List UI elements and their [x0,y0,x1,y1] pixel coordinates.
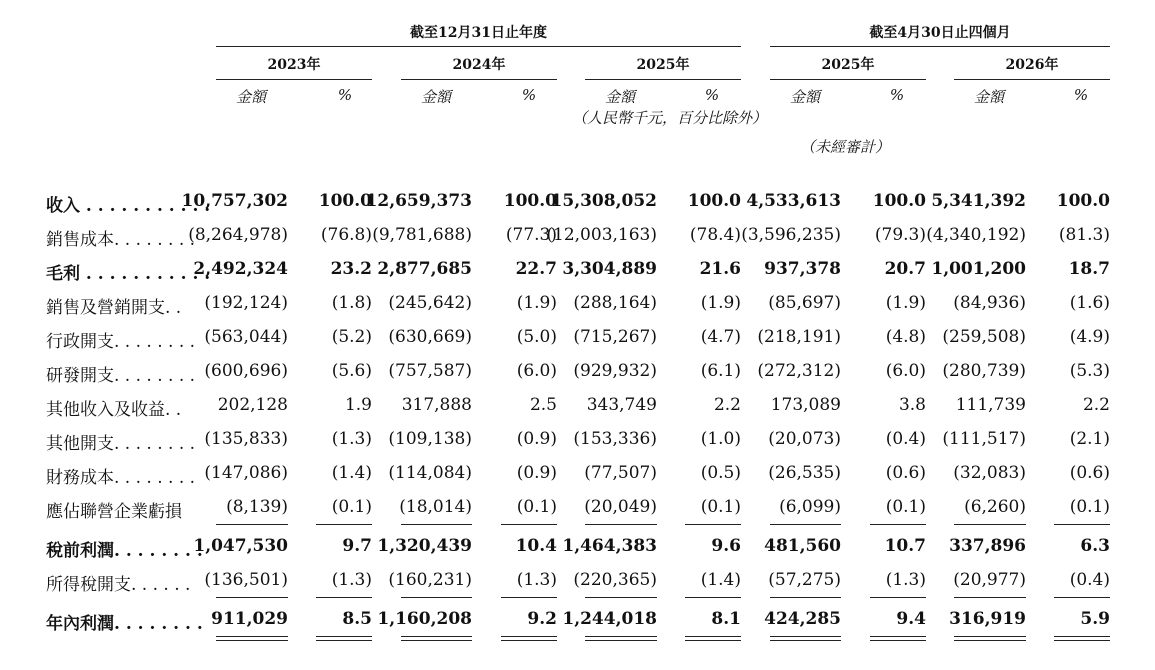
amount-cell: 1,464,383 [562,536,657,556]
amount-cell: (12,003,163) [546,225,657,245]
subtotal-rule [316,597,372,598]
percent-cell: 2.2 [713,395,741,415]
amount-cell: (109,138) [388,429,472,449]
subtotal-rule [870,597,926,598]
percent-cell: 100.0 [687,191,741,211]
subtotal-rule [585,597,657,598]
percent-cell: 10.4 [515,536,557,556]
percent-cell: (6.1) [700,361,741,381]
amount-cell: 173,089 [770,395,841,415]
group-rule-four-months [770,46,1110,47]
percent-cell: 6.3 [1080,536,1110,556]
col-label-pct: % [704,86,720,104]
row-label: 財務成本. . . . . . . . [46,468,196,488]
group-rule-fiscal-year [216,46,741,47]
amount-cell: (147,086) [204,463,288,483]
year-rule-2025-period [770,79,926,80]
amount-cell: (280,739) [942,361,1026,381]
col-label-pct: % [1073,86,1089,104]
total-double-rule [685,636,741,641]
group-title-fiscal-year: 截至12月31日止年度 [410,25,547,41]
percent-cell: (2.1) [1069,429,1110,449]
subtotal-rule [216,524,288,525]
percent-cell: (0.4) [885,429,926,449]
group-title-four-months: 截至4月30日止四個月 [869,25,1011,41]
percent-cell: (4.7) [700,327,741,347]
percent-cell: (1.6) [1069,293,1110,313]
amount-cell: (288,164) [573,293,657,313]
subtotal-rule [954,597,1026,598]
amount-cell: (20,073) [768,429,841,449]
percent-cell: 2.5 [529,395,557,415]
amount-cell: 337,896 [949,536,1026,556]
amount-cell: (153,336) [573,429,657,449]
percent-cell: 20.7 [884,259,926,279]
total-double-rule [316,636,372,641]
unit-note: （人民幣千元，百分比除外） [572,109,768,127]
amount-cell: (32,083) [953,463,1026,483]
percent-cell: 3.8 [898,395,926,415]
percent-cell: (0.5) [700,463,741,483]
percent-cell: (0.6) [1069,463,1110,483]
year-header-2025: 2025年 [636,57,690,73]
row-label: 其他收入及收益. . [46,400,182,420]
percent-cell: 9.2 [527,609,557,629]
percent-cell: 8.5 [342,609,372,629]
amount-cell: (8,264,978) [188,225,288,245]
col-label-amount: 金額 [420,88,451,106]
row-label: 所得稅開支. . . . . . [46,575,191,595]
percent-cell: 9.7 [342,536,372,556]
percent-cell: (1.9) [885,293,926,313]
amount-cell: (135,833) [204,429,288,449]
amount-cell: 1,244,018 [562,609,657,629]
percent-cell: (1.4) [331,463,372,483]
amount-cell: (757,587) [388,361,472,381]
percent-cell: 9.4 [896,609,926,629]
row-label: 年內利潤. . . . . . . . [46,614,203,634]
percent-cell: (5.6) [331,361,372,381]
row-label: 行政開支. . . . . . . . [46,332,196,352]
row-label: 其他開支. . . . . . . . [46,434,196,454]
amount-cell: 2,492,324 [193,259,288,279]
percent-cell: (1.0) [700,429,741,449]
subtotal-rule [954,524,1026,525]
percent-cell: (76.8) [320,225,372,245]
amount-cell: 111,739 [955,395,1026,415]
year-header-2026-period: 2026年 [1005,57,1059,73]
col-label-amount: 金額 [973,88,1004,106]
amount-cell: (8,139) [226,497,288,517]
percent-cell: 100.0 [503,191,557,211]
subtotal-rule [501,524,557,525]
subtotal-rule [501,597,557,598]
amount-cell: (929,932) [573,361,657,381]
percent-cell: 1.9 [344,395,372,415]
amount-cell: (20,049) [584,497,657,517]
row-label: 研發開支. . . . . . . . [46,366,196,386]
row-label: 應佔聯營企業虧損 [46,502,182,522]
total-double-rule [870,636,926,641]
amount-cell: (114,084) [388,463,472,483]
percent-cell: (0.1) [1069,497,1110,517]
subtotal-rule [870,524,926,525]
amount-cell: (563,044) [204,327,288,347]
year-header-2025-period: 2025年 [821,57,875,73]
percent-cell: (1.3) [331,570,372,590]
amount-cell: 1,047,530 [193,536,288,556]
subtotal-rule [770,524,841,525]
percent-cell: (5.2) [331,327,372,347]
subtotal-rule [401,597,472,598]
amount-cell: (57,275) [768,570,841,590]
total-double-rule [585,636,657,641]
total-double-rule [401,636,472,641]
amount-cell: (218,191) [757,327,841,347]
amount-cell: 15,308,052 [550,191,657,211]
subtotal-rule [685,524,741,525]
subtotal-rule [685,597,741,598]
amount-cell: 317,888 [401,395,472,415]
percent-cell: (6.0) [885,361,926,381]
total-double-rule [216,636,288,641]
amount-cell: 424,285 [764,609,841,629]
percent-cell: (0.4) [1069,570,1110,590]
percent-cell: 100.0 [318,191,372,211]
amount-cell: 316,919 [949,609,1026,629]
percent-cell: (5.3) [1069,361,1110,381]
year-header-2023: 2023年 [267,57,321,73]
amount-cell: (600,696) [204,361,288,381]
percent-cell: (1.8) [331,293,372,313]
row-label: 收入 . . . . . . . . . . . [46,196,211,216]
amount-cell: (220,365) [573,570,657,590]
percent-cell: (0.1) [331,497,372,517]
percent-cell: 23.2 [330,259,372,279]
subtotal-rule [585,524,657,525]
percent-cell: 9.6 [711,536,741,556]
amount-cell: (3,596,235) [741,225,841,245]
percent-cell: (1.9) [516,293,557,313]
subtotal-rule [1054,524,1110,525]
percent-cell: 2.2 [1082,395,1110,415]
year-rule-2025 [585,79,741,80]
row-label: 銷售成本. . . . . . . . [46,230,196,250]
amount-cell: 911,029 [211,609,288,629]
amount-cell: (160,231) [388,570,472,590]
amount-cell: 3,304,889 [562,259,657,279]
percent-cell: 100.0 [1056,191,1110,211]
amount-cell: (84,936) [953,293,1026,313]
amount-cell: 343,749 [586,395,657,415]
total-double-rule [501,636,557,641]
percent-cell: (0.1) [885,497,926,517]
percent-cell: (1.3) [885,570,926,590]
amount-cell: (272,312) [757,361,841,381]
amount-cell: (715,267) [573,327,657,347]
amount-cell: 4,533,613 [746,191,841,211]
subtotal-rule [770,597,841,598]
percent-cell: (5.0) [516,327,557,347]
percent-cell: 22.7 [515,259,557,279]
amount-cell: (9,781,688) [372,225,472,245]
percent-cell: (0.6) [885,463,926,483]
amount-cell: (18,014) [399,497,472,517]
percent-cell: (1.4) [700,570,741,590]
amount-cell: 12,659,373 [365,191,472,211]
amount-cell: 1,160,208 [377,609,472,629]
percent-cell: (1.3) [516,570,557,590]
row-label: 稅前利潤. . . . . . . . [46,541,203,561]
col-label-pct: % [521,86,537,104]
percent-cell: (0.1) [516,497,557,517]
percent-cell: 5.9 [1080,609,1110,629]
amount-cell: 1,320,439 [377,536,472,556]
total-double-rule [770,636,841,641]
percent-cell: (4.9) [1069,327,1110,347]
percent-cell: (79.3) [874,225,926,245]
amount-cell: (6,260) [964,497,1026,517]
row-label: 銷售及營銷開支. . [46,298,182,318]
year-rule-2026-period [954,79,1110,80]
percent-cell: (6.0) [516,361,557,381]
year-rule-2024 [401,79,557,80]
subtotal-rule [1054,597,1110,598]
amount-cell: 2,877,685 [377,259,472,279]
percent-cell: (0.9) [516,429,557,449]
col-label-pct: % [337,86,353,104]
amount-cell: (6,099) [779,497,841,517]
year-rule-2023 [216,79,372,80]
percent-cell: 100.0 [872,191,926,211]
amount-cell: (136,501) [204,570,288,590]
amount-cell: (4,340,192) [926,225,1026,245]
col-label-amount: 金額 [235,88,266,106]
percent-cell: (0.9) [516,463,557,483]
percent-cell: (4.8) [885,327,926,347]
amount-cell: (20,977) [953,570,1026,590]
amount-cell: (26,535) [768,463,841,483]
amount-cell: (85,697) [768,293,841,313]
total-double-rule [1054,636,1110,641]
amount-cell: 1,001,200 [931,259,1026,279]
percent-cell: (1.9) [700,293,741,313]
subtotal-rule [216,597,288,598]
percent-cell: 18.7 [1068,259,1110,279]
subtotal-rule [401,524,472,525]
amount-cell: (630,669) [388,327,472,347]
col-label-pct: % [889,86,905,104]
percent-cell: (1.3) [331,429,372,449]
unaudited-note: （未經審計） [799,138,890,156]
year-header-2024: 2024年 [452,57,506,73]
row-label: 毛利 . . . . . . . . . . . [46,264,211,284]
col-label-amount: 金額 [604,88,635,106]
amount-cell: 10,757,302 [181,191,288,211]
amount-cell: 5,341,392 [931,191,1026,211]
subtotal-rule [316,524,372,525]
amount-cell: (77,507) [584,463,657,483]
percent-cell: (81.3) [1058,225,1110,245]
percent-cell: 10.7 [884,536,926,556]
percent-cell: (0.1) [700,497,741,517]
percent-cell: 8.1 [711,609,741,629]
amount-cell: (111,517) [942,429,1026,449]
amount-cell: (245,642) [388,293,472,313]
col-label-amount: 金額 [789,88,820,106]
total-double-rule [954,636,1026,641]
percent-cell: (78.4) [689,225,741,245]
amount-cell: (259,508) [942,327,1026,347]
percent-cell: 21.6 [699,259,741,279]
amount-cell: 481,560 [764,536,841,556]
amount-cell: (192,124) [204,293,288,313]
amount-cell: 202,128 [217,395,288,415]
percent-cell: (77.3) [505,225,557,245]
amount-cell: 937,378 [764,259,841,279]
